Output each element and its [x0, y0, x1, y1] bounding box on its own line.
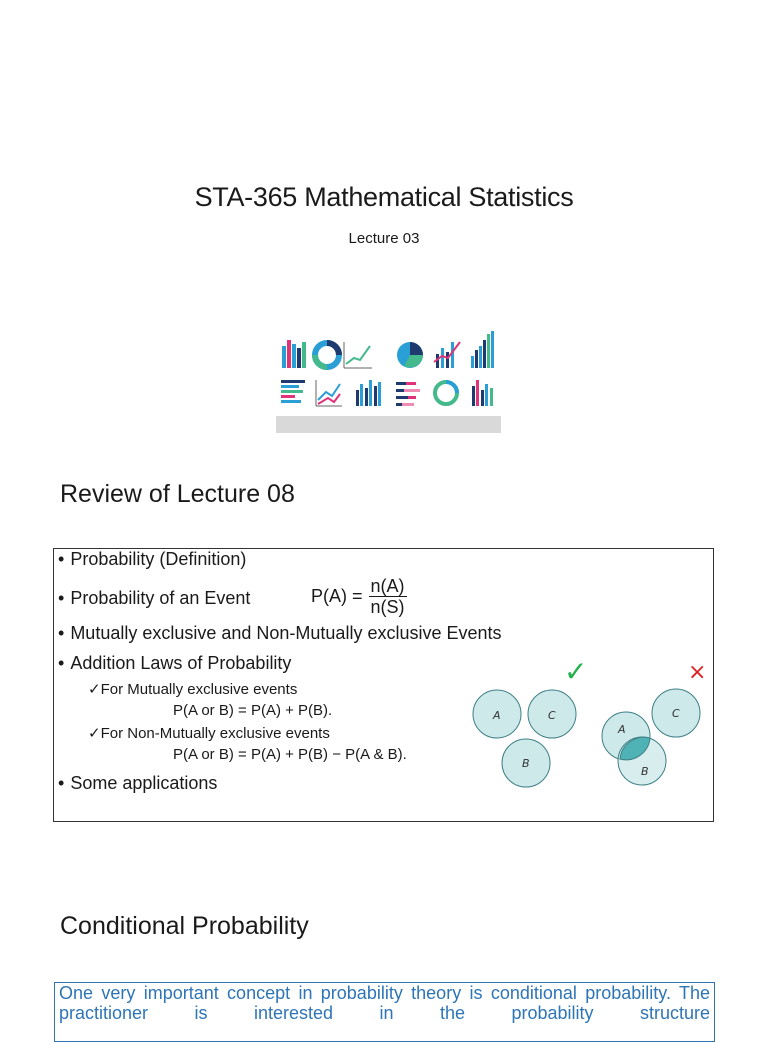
- pie-chart-icon: [397, 342, 423, 368]
- bullet-text: Probability (Definition): [70, 549, 247, 569]
- review-heading: Review of Lecture 08: [60, 480, 295, 508]
- venn-label-c2: C: [672, 707, 680, 720]
- venn-label-a2: A: [618, 723, 626, 736]
- fraction-denominator: n(S): [370, 597, 405, 617]
- probability-formula: [311, 576, 407, 617]
- bullet-item-addition-laws: [58, 653, 291, 674]
- conditional-heading: Conditional Probability: [60, 912, 309, 940]
- bullet-text: Addition Laws of Probability: [70, 653, 292, 673]
- fraction-numerator: n(A): [370, 576, 405, 596]
- slide-subtitle: Lecture 03: [348, 230, 420, 247]
- bullet-glyph: •: [58, 773, 65, 793]
- bullet-glyph: •: [58, 549, 65, 569]
- invalid-cross-icon: ×: [688, 660, 707, 685]
- chart-icons-image: [276, 328, 501, 433]
- bullet-text: Probability of an Event: [70, 588, 251, 608]
- valid-check-icon: ✓: [564, 655, 588, 688]
- bullet-item-applications: [58, 773, 217, 794]
- venn-label-b2: B: [641, 765, 649, 778]
- bullet-item-mutually-exclusive: [58, 623, 502, 644]
- sub-item-label: For Mutually exclusive events: [100, 681, 298, 698]
- bullet-text: Mutually exclusive and Non-Mutually exclusive Events: [70, 623, 502, 643]
- sub-item-label: For Non-Mutually exclusive events: [100, 725, 330, 742]
- fraction: [369, 576, 407, 617]
- check-icon: ✓: [88, 725, 101, 742]
- sub-item-non-mutually-exclusive: [88, 724, 330, 742]
- venn-label-c: C: [548, 709, 556, 722]
- formula-non-mutually-exclusive: P(A or B) = P(A) + P(B) − P(A & B).: [173, 746, 407, 763]
- review-box: [53, 548, 714, 822]
- bullet-item-event: [58, 588, 250, 609]
- venn-label-a: A: [493, 709, 501, 722]
- bullet-text: Some applications: [70, 773, 218, 793]
- bullet-glyph: •: [58, 623, 65, 643]
- conditional-text-box: One very important concept in probability theory is conditional probability. The practitioner is interested in the probability structure: [54, 982, 715, 1042]
- venn-diagrams: [464, 649, 712, 794]
- formula-mutually-exclusive: P(A or B) = P(A) + P(B).: [173, 702, 333, 719]
- bullet-item-definition: [58, 549, 246, 570]
- check-icon: ✓: [88, 681, 101, 698]
- bullet-glyph: •: [58, 588, 65, 608]
- venn-label-b: B: [522, 757, 530, 770]
- bullet-glyph: •: [58, 653, 65, 673]
- slide-title: STA-365 Mathematical Statistics: [194, 182, 574, 212]
- sub-item-mutually-exclusive: [88, 680, 297, 698]
- formula-lhs: P(A) =: [311, 586, 363, 606]
